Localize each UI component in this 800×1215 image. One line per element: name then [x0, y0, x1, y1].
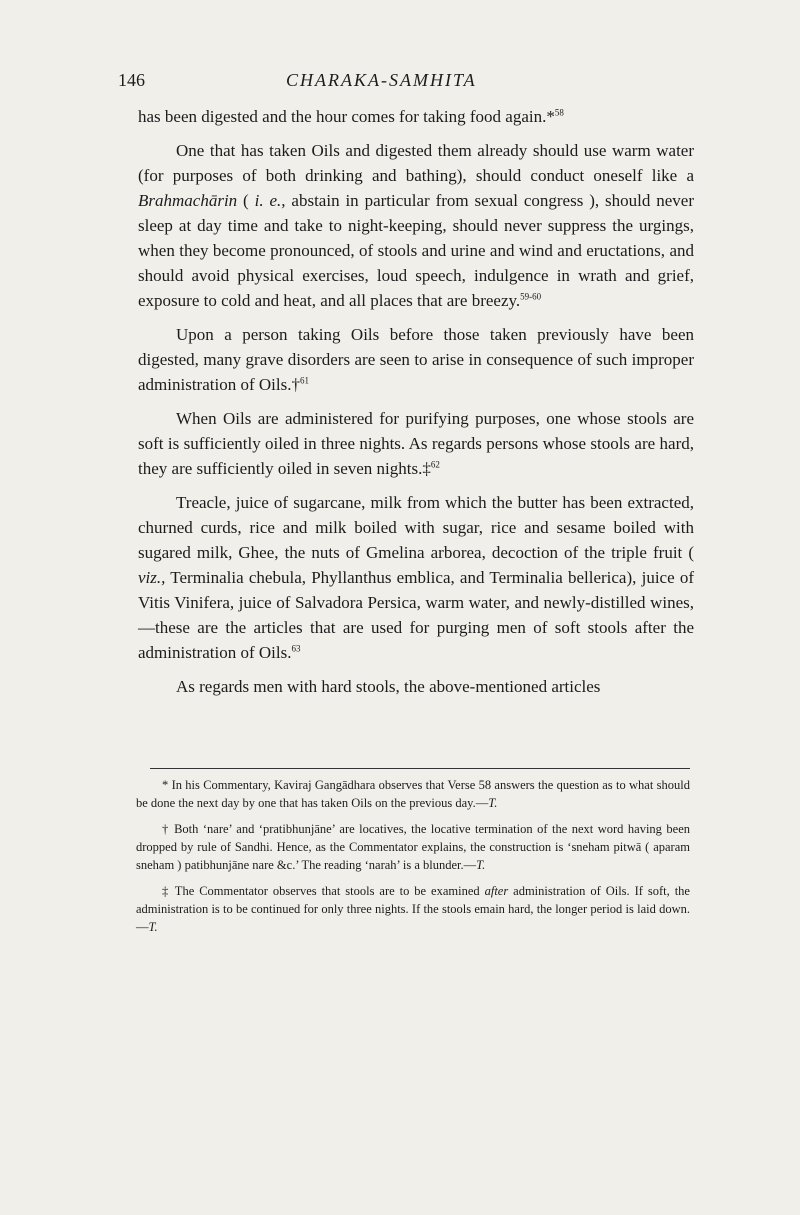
page-number: 146	[118, 70, 145, 90]
footnote: † Both ‘nare’ and ‘pratibhunjāne’ are locatives, the locative termination of the next word having been dropped by rule of Sandhi. Hence, as the Commentator explains, the construction is ‘sneham pitwā ( aparam sneham ) patibhunjāne nare &c.’ The reading ‘narah’ is a blunder.—T.	[136, 822, 690, 872]
footnote: ‡ The Commentator observes that stools are to be examined after administration of Oils. If soft, the administration is to be continued for only three nights. If the stools emain hard, the longer period is laid down.—T.	[136, 884, 690, 934]
running-title: CHARAKA-SAMHITA	[286, 70, 477, 90]
footnote-divider	[150, 768, 690, 769]
body-text	[138, 104, 694, 708]
paragraph: Treacle, juice of sugarcane, milk from which the butter has been extracted, churned curds, rice and milk boiled with sugar, rice and sesame boiled with sugared milk, Ghee, the nuts of Gmelina arborea, decoction of the triple fruit ( viz., Terminalia chebula, Phyllanthus emblica, and Terminalia bellerica), juice of Vitis Vinifera, juice of Salvadora Persica, warm water, and newly-distilled wines,—these are the articles that are used for purging men of soft stools after the administration of Oils.$^{63}$	[138, 493, 694, 662]
paragraph: When Oils are administered for purifying purposes, one whose stools are soft is sufficiently oiled in three nights. As regards persons whose stools are hard, they are sufficiently oiled in seven nights.‡$^{62}$	[138, 409, 694, 478]
paragraph: One that has taken Oils and digested them already should use warm water (for purposes of both drinking and bathing), should conduct oneself like a Brahmachārin ( i. e., abstain in particular from sexual congress ), should never sleep at day time and take to night-keeping, should never suppress the urgings, when they become pronounced, of stools and urine and wind and eructations, and should avoid physical exercises, loud speech, indulgence in wrath and grief, exposure to cold and heat, and all places that are breezy.$^{59-60}$	[138, 141, 694, 310]
paragraph: As regards men with hard stools, the above-mentioned articles	[176, 677, 601, 696]
page-header	[118, 70, 688, 94]
paragraph: has been digested and the hour comes for taking food again.*$^{58}$	[138, 107, 564, 126]
footnotes	[136, 776, 690, 944]
footnote: * In his Commentary, Kaviraj Gangādhara observes that Verse 58 answers the question as to what should be done the next day by one that has taken Oils on the previous day.—T.	[136, 778, 690, 810]
paragraph: Upon a person taking Oils before those taken previously have been digested, many grave disorders are seen to arise in consequence of such improper administration of Oils.†$^{61}$	[138, 325, 694, 394]
